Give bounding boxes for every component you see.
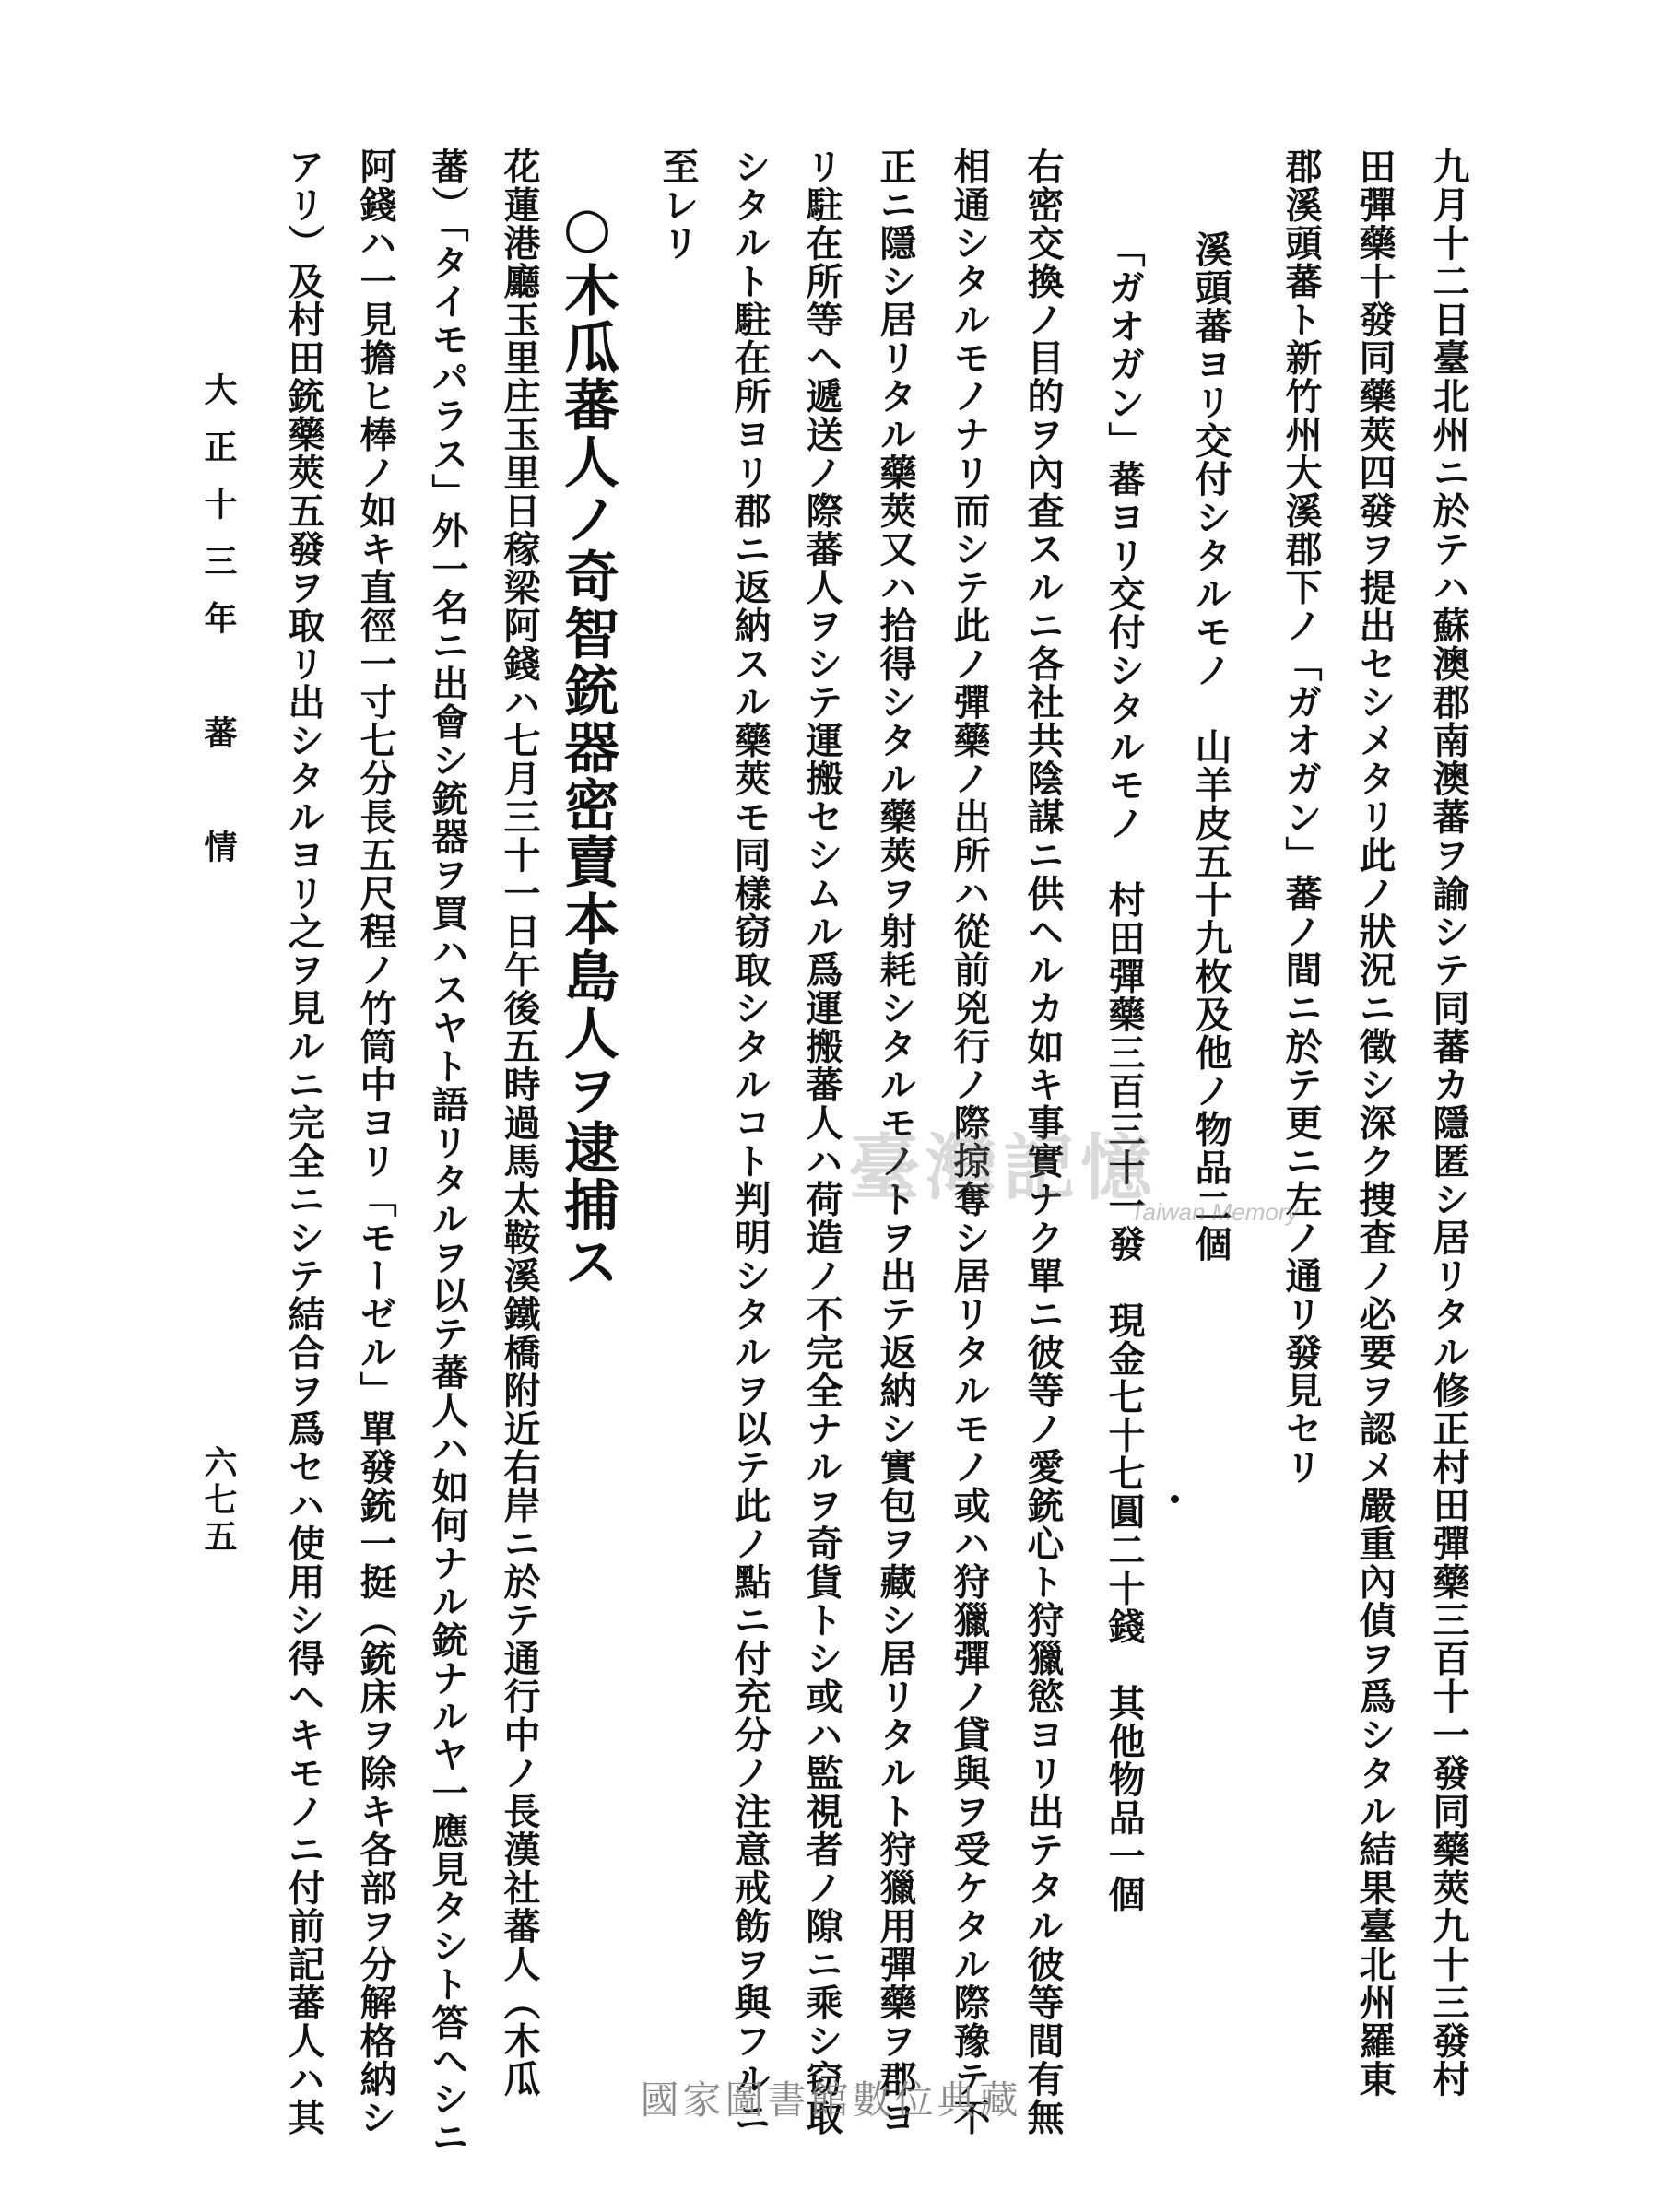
text-column-15: アリ）及村田銃藥莢五發ヲ取リ出シタルヨリ之ヲ見ルニ完全ニシテ結合ヲ爲セハ使用シ得ヘキモノニ付前記蕃人ハ其 <box>282 147 325 2136</box>
text-column-7: 相通シタルモノナリ而シテ此ノ彈藥ノ出所ハ從前兇行ノ際掠奪シ居リタルモノ或ハ狩獵彈ノ貸與ヲ受ケタル際豫テ不 <box>948 147 991 2136</box>
text-column-4: 溪頭蕃ヨリ交付シタルモノ 山羊皮五十九枚及他ノ物品二個 <box>1189 230 1232 1264</box>
text-column-13: 蕃）「タイモパラス」外一名ニ出會シ銃器ヲ買ハスヤト語リタルヲ以テ蕃人ハ如何ナル銃ナルヤ一應見タシト答ヘシニ <box>426 147 469 2157</box>
text-column-12: 花蓮港廳玉里庄玉里日稼梁阿錢ハ七月三十一日午後五時過馬太鞍溪鐵橋附近右岸ニ於テ通行中ノ長漢社蕃人（木瓜 <box>498 147 541 2099</box>
text-column-9: リ駐在所等ヘ遞送ノ際蕃人ヲシテ運搬セシムル爲運搬蕃人ハ荷造ノ不完全ナルヲ奇貨トシ或ハ監視者ノ隙ニ乘シ窃取 <box>800 147 843 2136</box>
text-column-6: 右密交換ノ目的ヲ內査スルニ各社共陰謀ニ供ヘルカ如キ事實ナク單ニ彼等ノ愛銃心ト狩獵慾ヨリ出テタル彼等間有無 <box>1021 147 1065 2136</box>
text-column-11: 至レリ <box>656 147 700 263</box>
section-heading: ○木瓜蕃人ノ奇智銃器密賣本島人ヲ逮捕ス <box>555 195 619 1290</box>
page-number: 六七五 <box>199 1445 238 1556</box>
running-head: 大正十三年 蕃 情 <box>199 372 238 887</box>
text-column-14: 阿錢ハ一見擔ヒ棒ノ如キ直徑一寸七分長五尺程ノ竹筒中ヨリ「モーゼル」單發銃一挺（銃床ヲ除キ各部ヲ分解格納シ <box>354 147 397 2136</box>
taiwan-memory-watermark-latin: Taiwan Memory <box>1130 1198 1299 1226</box>
taiwan-memory-watermark: 臺灣記憶 <box>848 1126 1159 1210</box>
text-column-8: 正ニ隱シ居リタル藥莢又ハ拾得シタル藥莢ヲ射耗シタルモノトヲ出テ返納シ實包ヲ藏シ居リタルト狩獵用彈藥ヲ郡ヨ <box>874 147 917 2136</box>
text-column-1: 九月十二日臺北州ニ於テハ蘇澳郡南澳蕃ヲ諭シテ同蕃カ隱匿シ居リタル修正村田彈藥三百十一發同藥莢九十三發村 <box>1427 147 1470 2099</box>
text-column-10: シタルト駐在所ヨリ郡ニ返納スル藥莢モ同樣窃取シタルコト判明シタルヲ以テ此ノ點ニ付充分ノ注意戒飭ヲ與フルニ <box>728 147 772 2136</box>
text-column-2: 田彈藥十發同藥莢四發ヲ提出セシメタリ此ノ狀況ニ徵シ深ク捜査ノ必要ヲ認メ嚴重內偵ヲ爲シタル結果臺北州羅東 <box>1353 147 1397 2099</box>
text-column-3: 郡溪頭蕃ト新竹州大溪郡下ノ「ガオガン」蕃ノ間ニ於テ更ニ左ノ通リ發見セリ <box>1279 147 1323 1487</box>
text-column-5: 「ガオガン」蕃ヨリ交付シタルモノ 村田彈藥三百三十一發 現金七十七圓二十錢 其他物品一個 <box>1102 230 1146 1913</box>
library-watermark: 國家圖書館數位典藏 <box>640 2077 1022 2123</box>
stray-dot <box>1171 1495 1179 1503</box>
